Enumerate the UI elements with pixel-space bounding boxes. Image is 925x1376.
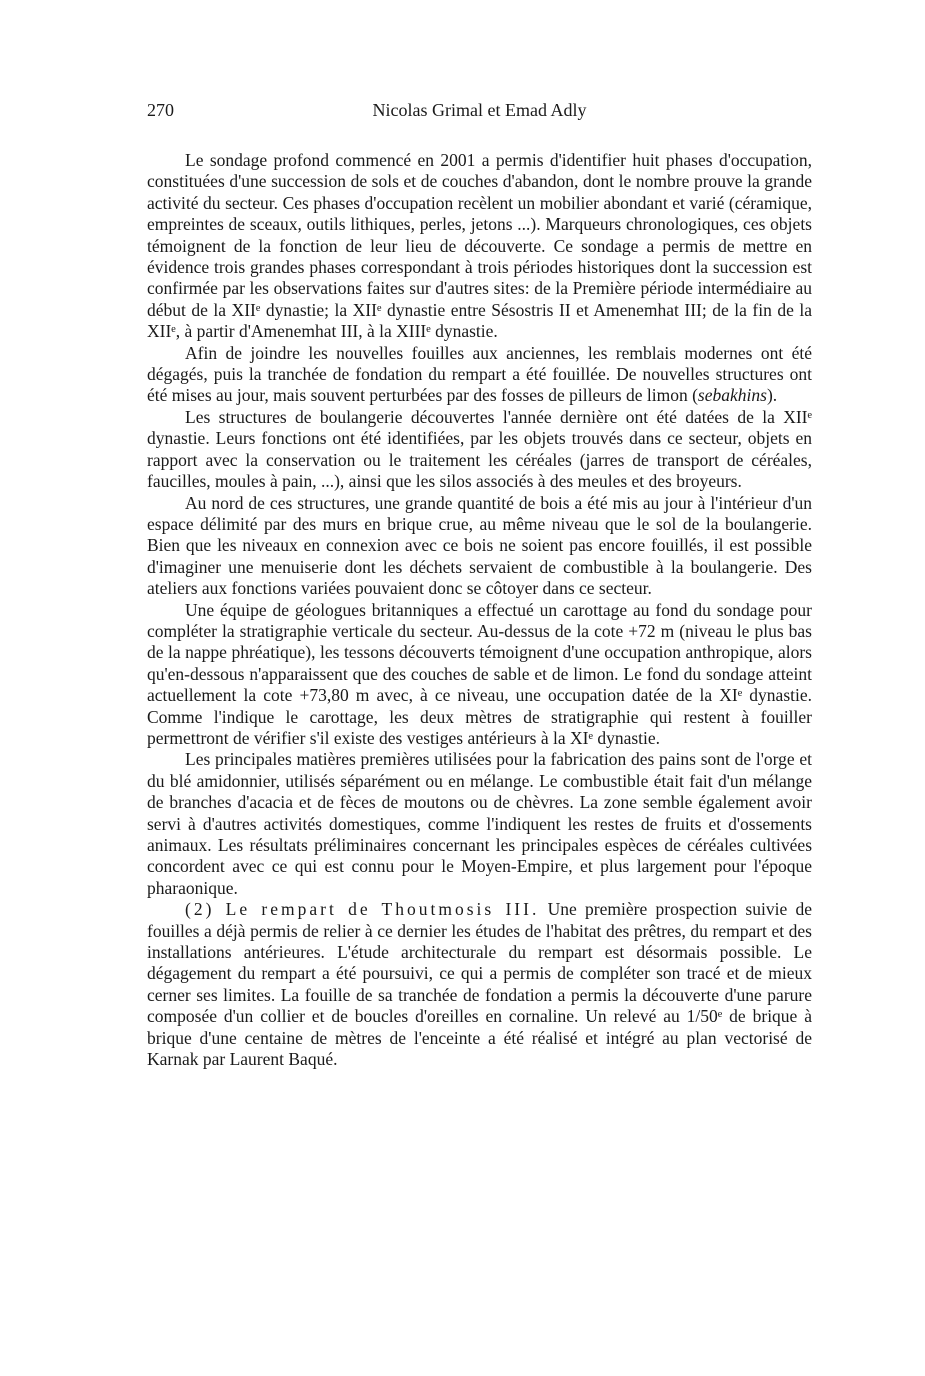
paragraph-6: Les principales matières premières utilisées pour la fabrication des pains sont de l'orge et du blé amidonnier, utilisés séparément ou en mélange. Le combustible était fait d'un mélange de branches d'acacia et de fèces de moutons ou de chèvres. La zone semble également avoir servi à d'autres activités domestiques, comme l'indiquent les restes de fruits et d'ossements animaux. Les résultats préliminaires concernant les principales espèces de céréales cultivées concordent avec ce qui est connu pour le Moyen-Empire, et plus largement pour l'époque pharaonique.	[147, 749, 812, 898]
paragraph-2-text: Afin de joindre les nouvelles fouilles aux anciennes, les remblais modernes ont été dégagés, puis la tranchée de fondation du rempart a été fouillée. De nouvelles structures ont été mises au jour, mais souvent perturbées par des fosses de pilleurs de limon (	[147, 342, 812, 406]
page-header	[147, 98, 812, 122]
running-title: Nicolas Grimal et Emad Adly	[372, 100, 587, 120]
paragraph-7	[147, 899, 812, 1070]
paragraph-3: Les structures de boulangerie découvertes l'année dernière ont été datées de la XIIᵉ dynastie. Leurs fonctions ont été identifiées, par les objets trouvés dans ce secteur, objets en rapport avec la conservation ou le traitement les céréales (jarres de transport de céréales, faucilles, moules à pain, ...), ainsi que les silos associés à des meules et des broyeurs.	[147, 406, 812, 492]
paragraph-7-text: Une première prospection suivie de fouilles a déjà permis de relier à ce dernier les études de l'habitat des prêtres, du rempart et des installations antérieures. L'étude architecturale du rempart est désormais possible. Le dégagement du rempart a été poursuivi, ce qui a permis de compléter son tracé et de mieux cerner ses limites. La fouille de sa tranchée de fondation a permis la découverte d'une parure composée d'un collier et de boucles d'oreilles en cornaline. Un relevé au 1/50ᵉ de brique à brique d'une centaine de mètres de l'enceinte a été réalisé et intégré au plan vectorisé de Karnak par Laurent Baqué.	[147, 899, 812, 1070]
page-number: 270	[147, 100, 174, 120]
paragraph-2-end: ).	[766, 385, 778, 406]
sebakhins-term: sebakhins	[697, 385, 767, 406]
paragraph-5: Une équipe de géologues britanniques a effectué un carottage au fond du sondage pour compléter la stratigraphie verticale du secteur. Au-dessus de la cote +72 m (niveau le plus bas de la nappe phréatique), les tessons découverts témoignent d'une occupation anthropique, alors qu'en-dessous n'apparaissent que des couches de sable et de limon. Le fond du sondage atteint actuellement la cote +73,80 m avec, à ce niveau, une occupation datée de la XIᵉ dynastie. Comme l'indique le carottage, les deux mètres de stratigraphie qui restent à fouiller permettront de vérifier s'il existe des vestiges antérieurs à la XIᵉ dynastie.	[147, 599, 812, 748]
section-heading: (2) Le rempart de Thoutmosis III.	[185, 899, 540, 920]
paragraph-1: Le sondage profond commencé en 2001 a permis d'identifier huit phases d'occupation, constituées d'une succession de sols et de couches d'abandon, dont le nombre prouve la grande activité du secteur. Ces phases d'occupation recèlent un mobilier abondant et varié (céramique, empreintes de sceaux, outils lithiques, perles, jetons ...). Marqueurs chronologiques, ces objets témoignent de la fonction de leur lieu de découverte. Ce sondage a permis de mettre en évidence trois grandes phases correspondant à trois périodes historiques dont la succession est confirmée par les observations faites sur d'autres sites: de la Première période intermédiaire au début de la XIIᵉ dynastie; la XIIᵉ dynastie entre Sésostris II et Amenemhat III; de la fin de la XIIᵉ, à partir d'Amenemhat III, à la XIIIᵉ dynastie.	[147, 150, 812, 342]
body-text	[147, 150, 812, 1070]
paragraph-2	[147, 343, 812, 407]
paragraph-4: Au nord de ces structures, une grande quantité de bois a été mis au jour à l'intérieur d'un espace délimité par des murs en brique crue, au même niveau que le sol de la boulangerie. Bien que les niveaux en connexion avec ce bois ne soient pas encore fouillés, il est possible d'imaginer une menuiserie dont les déchets servaient de combustible à la boulangerie. Des ateliers aux fonctions variées pouvaient donc se côtoyer dans ce secteur.	[147, 492, 812, 599]
